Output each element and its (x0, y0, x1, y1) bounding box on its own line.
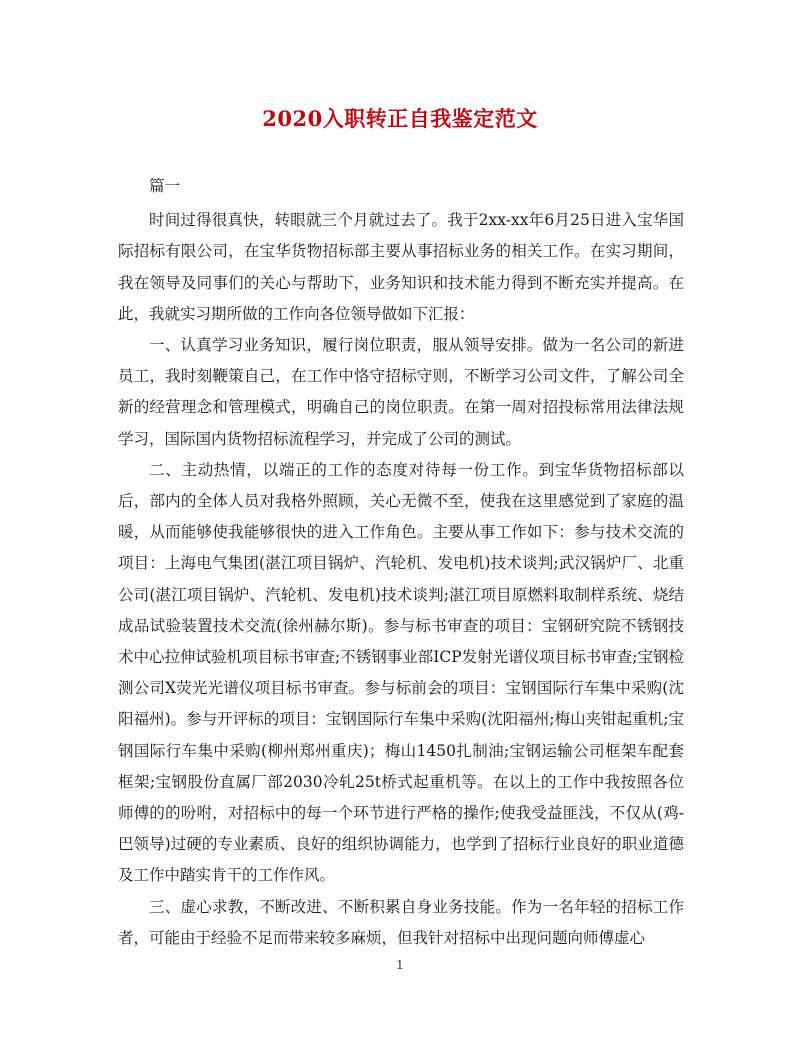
paragraph-point-two: 二、主动热情，以端正的工作的态度对待每一份工作。到宝华货物招标部以后，部内的全体人员对我格外照顾，关心无微不至，使我在这里感觉到了家庭的温暖，从而能够使我能够很快的进入工作角色。主要从事工作如下：参与技术交流的项目：上海电气集团(湛江项目锅炉、汽轮机、发电机)技术谈判;武汉锅炉厂、北重公司(湛江项目锅炉、汽轮机、发电机)技术谈判;湛江项目原燃料取制样系统、烧结成品试验装置技术交流(徐州赫尔斯)。参与标书审查的项目：宝钢研究院不锈钢技术中心拉伸试验机项目标书审查;不锈钢事业部ICP发射光谱仪项目标书审查;宝钢检测公司X荧光光谱仪项目标书审查。参与标前会的项目：宝钢国际行车集中采购(沈阳福州)。参与开评标的项目：宝钢国际行车集中采购(沈阳福州;梅山夹钳起重机;宝钢国际行车集中采购(柳州郑州重庆)；梅山1450扎制油;宝钢运输公司框架车配套框架;宝钢股份直属厂部2030冷轧25t桥式起重机等。在以上的工作中我按照各位师傅的的吩咐，对招标中的每一个环节进行严格的操作;使我受益匪浅，不仅从(鸡-巴领导)过硬的专业素质、良好的组织协调能力，也学到了招标行业良好的职业道德及工作中踏实肯干的工作作风。 (118, 460, 684, 885)
document-body (118, 171, 684, 954)
paragraph-intro: 时间过得很真快，转眼就三个月就过去了。我于2xx-xx年6月25日进入宝华国际招标有限公司，在宝华货物招标部主要从事招标业务的相关工作。在实习期间，我在领导及同事们的关心与帮助下，业务知识和技术能力得到不断充实并提高。在此，我就实习期所做的工作向各位领导做如下汇报： (118, 211, 684, 323)
section-heading: 篇一 (149, 177, 181, 195)
page-number: 1 (396, 958, 404, 972)
document-title: 2020入职转正自我鉴定范文 (262, 106, 538, 131)
paragraph-point-one: 一、认真学习业务知识，履行岗位职责，服从领导安排。做为一名公司的新进员工，我时刻鞭策自己，在工作中恪守招标守则，不断学习公司文件，了解公司全新的经营理念和管理模式，明确自己的岗位职责。在第一周对招投标常用法律法规学习，国际国内货物招标流程学习，并完成了公司的测试。 (118, 336, 684, 448)
paragraph-point-three: 三、虚心求教，不断改进、不断积累自身业务技能。作为一名年轻的招标工作者，可能由于经验不足而带来较多麻烦，但我针对招标中出现问题向师傅虚心 (118, 897, 684, 947)
